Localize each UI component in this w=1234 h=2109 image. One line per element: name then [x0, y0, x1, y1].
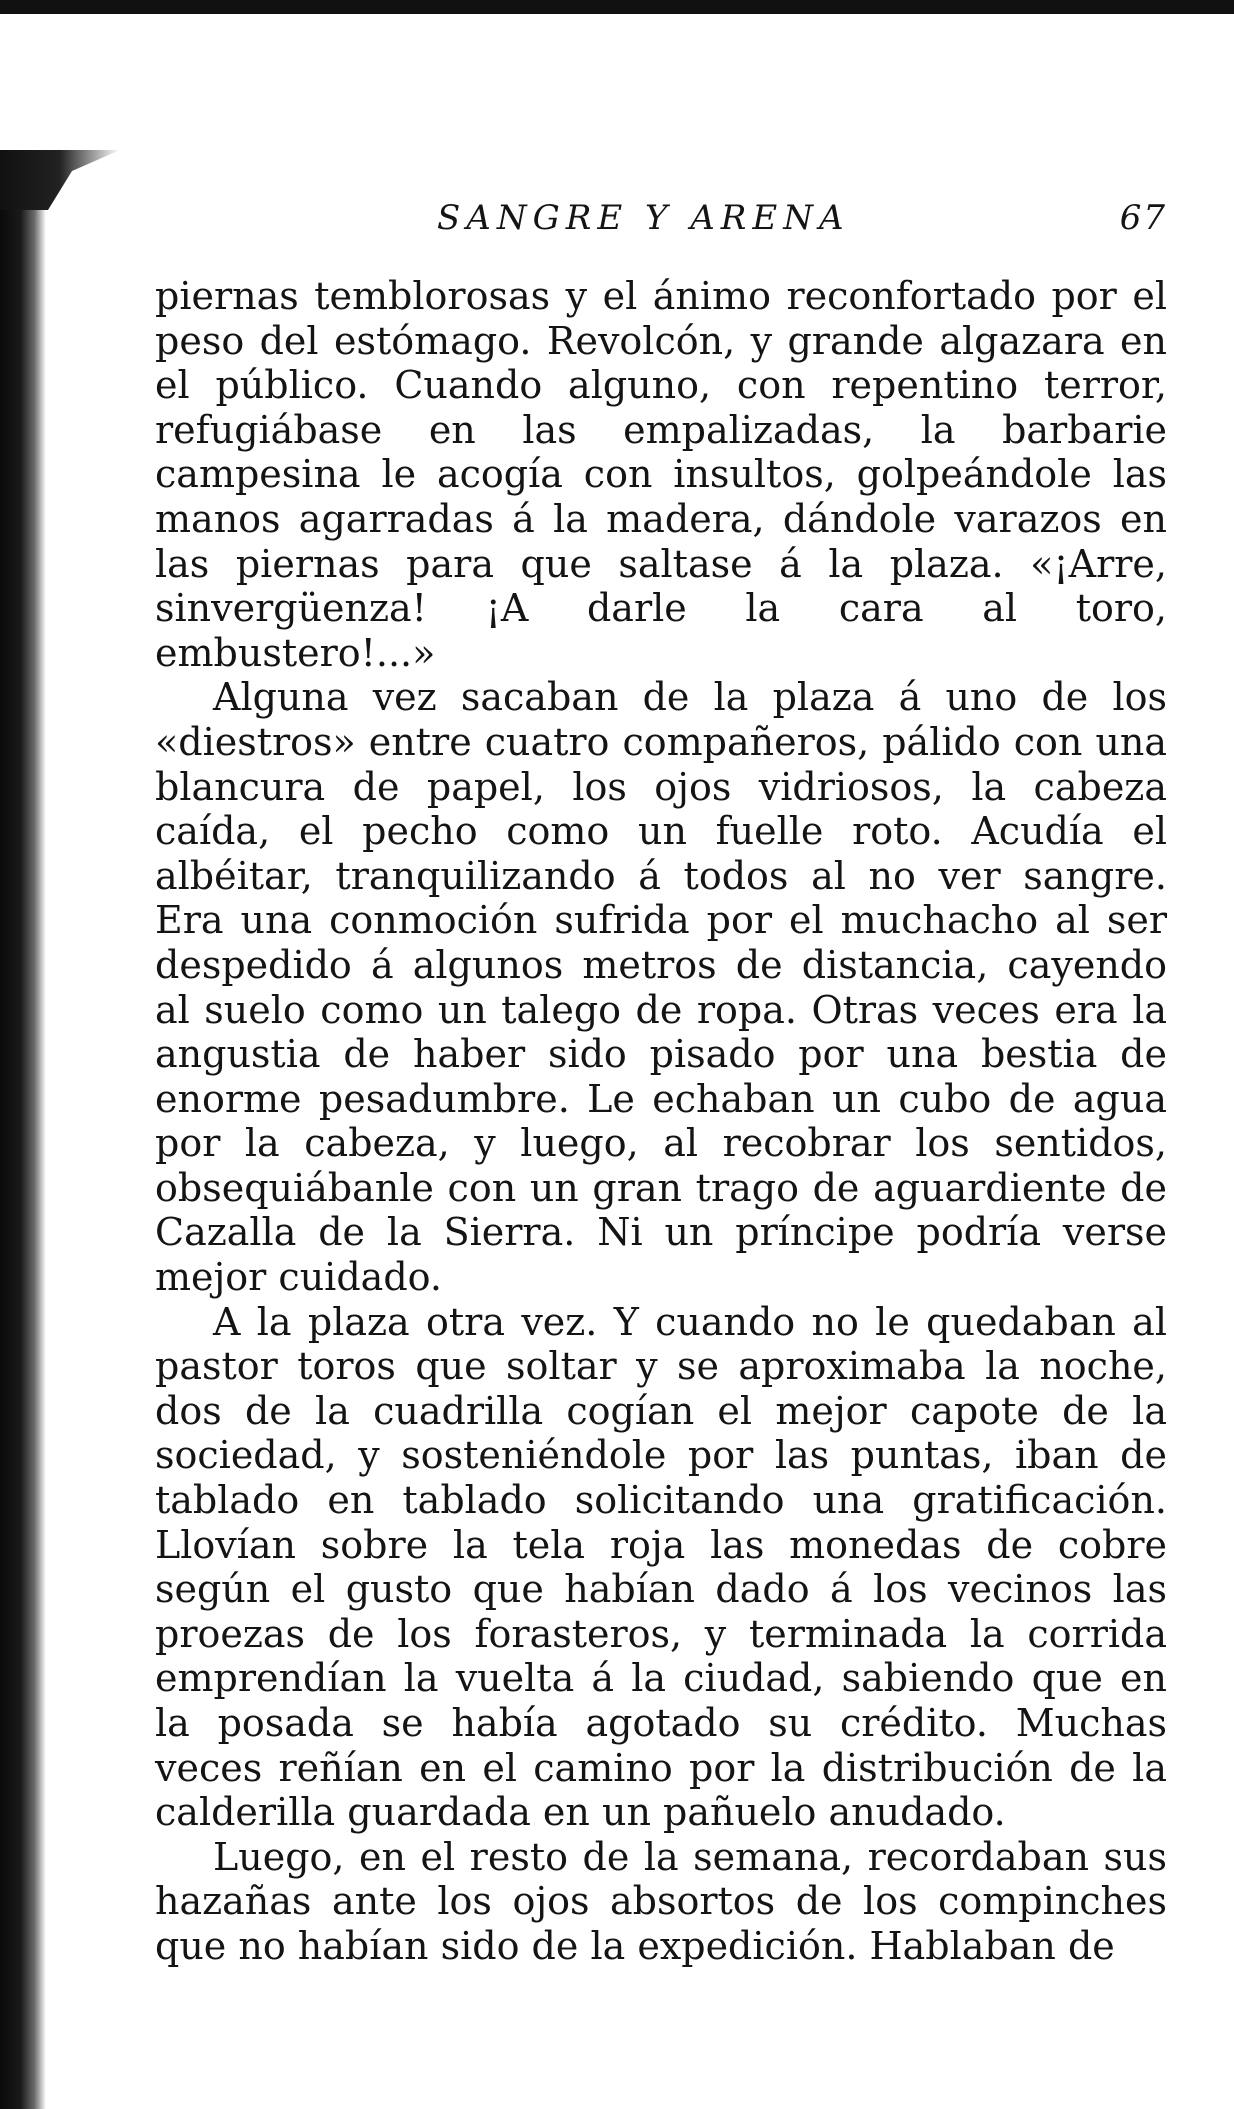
page-number: 67 [1119, 198, 1167, 238]
paragraph: Luego, en el resto de la semana, recordaban sus hazañas ante los ojos absortos de los compinches que no habían sido de la expedición. Hablaban de [155, 1834, 1167, 1968]
book-page [155, 190, 1167, 1969]
paragraph-continuation: piernas temblorosas y el ánimo reconfortado por el peso del estómago. Revolcón, y grande algazara en el público. Cuando alguno, con repentino terror, refugiábase en las empalizadas, la barbarie campesina le acogía con insultos, golpeándole las manos agarradas á la madera, dándole varazos en las piernas para que saltase á la plaza. «¡Arre, sinvergüenza! ¡A darle la cara al toro, embustero!...» [155, 274, 1167, 675]
binding-notch [0, 150, 120, 210]
paragraph: A la plaza otra vez. Y cuando no le quedaban al pastor toros que soltar y se aproximaba la noche, dos de la cuadrilla cogían el mejor capote de la sociedad, y sosteniéndole por las puntas, iban de tablado en tablado solicitando una gratificación. Llovían sobre la tela roja las monedas de cobre según el gusto que habían dado á los vecinos las proezas de los forasteros, y terminada la corrida emprendían la vuelta á la ciudad, sabiendo que en la posada se había agotado su crédito. Muchas veces reñían en el camino por la distribución de la calderilla guardada en un pañuelo anudado. [155, 1299, 1167, 1835]
running-title: SANGRE Y ARENA [437, 198, 850, 238]
paragraph: Alguna vez sacaban de la plaza á uno de los «diestros» entre cuatro compañeros, pálido con una blancura de papel, los ojos vidriosos, la cabeza caída, el pecho como un fuelle roto. Acudía el albéitar, tranquilizando á todos al no ver sangre. Era una conmoción sufrida por el muchacho al ser despedido á algunos metros de distancia, cayendo al suelo como un talego de ropa. Otras veces era la angustia de haber sido pisado por una bestia de enorme pesadumbre. Le echaban un cubo de agua por la cabeza, y luego, al recobrar los sentidos, obsequiábanle con un gran trago de aguardiente de Cazalla de la Sierra. Ni un príncipe podría verse mejor cuidado. [155, 675, 1167, 1300]
body-text [155, 274, 1167, 1969]
top-border-rule [0, 0, 1234, 14]
running-head [155, 190, 1167, 250]
binding-shadow [0, 150, 46, 2109]
